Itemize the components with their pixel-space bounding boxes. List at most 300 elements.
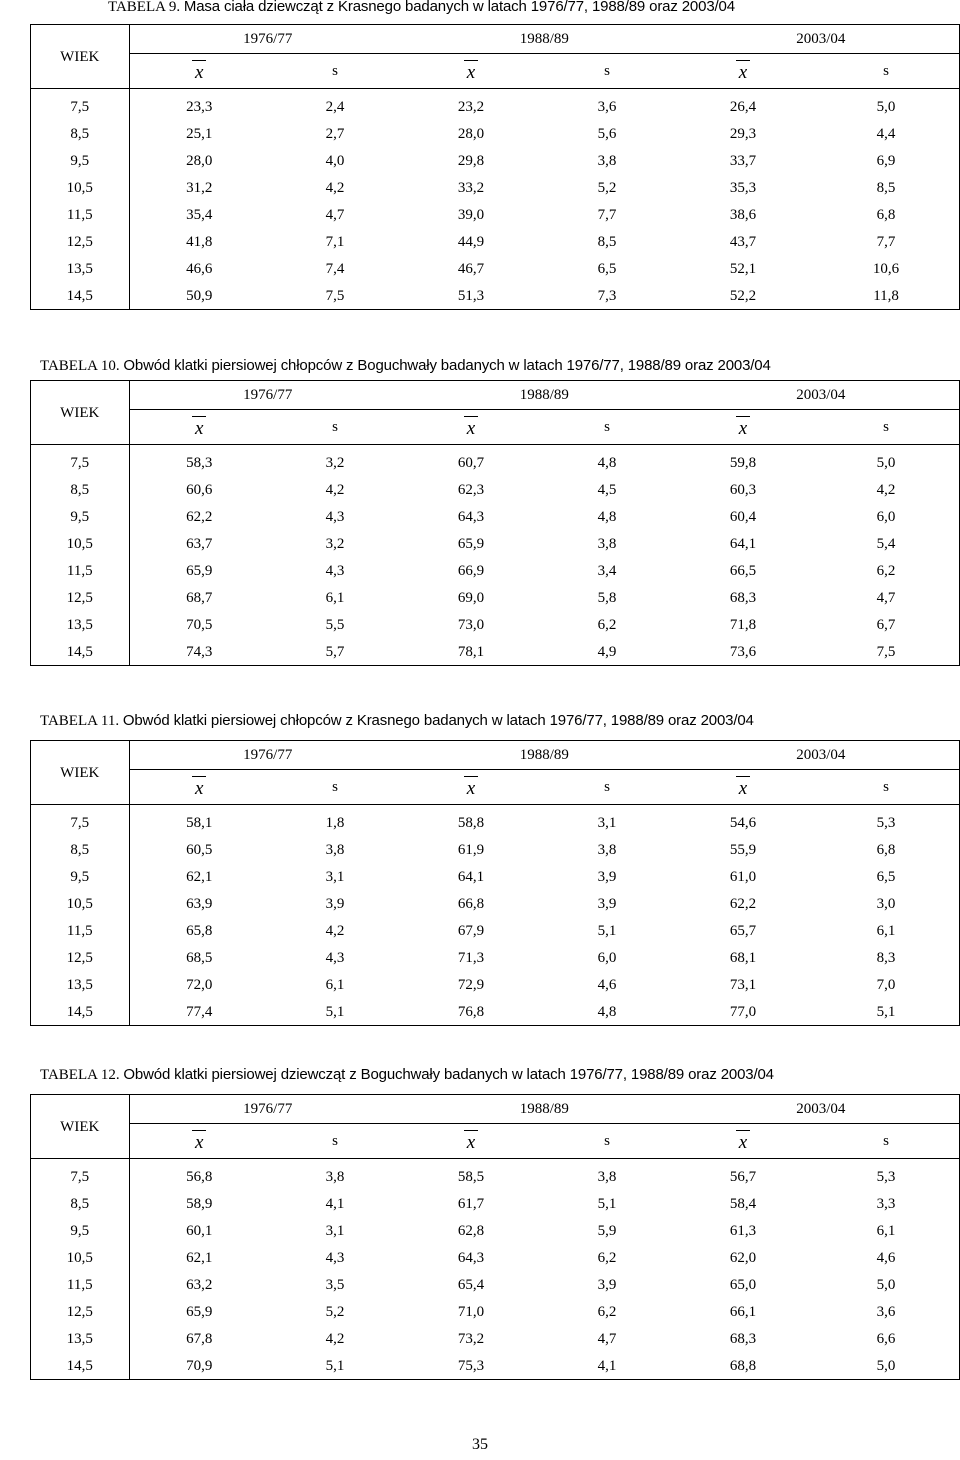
table-9 bbox=[30, 24, 960, 310]
sd-header: s bbox=[269, 54, 401, 89]
year-label: 1976/77 bbox=[243, 747, 293, 763]
table-row bbox=[31, 557, 959, 584]
mean-cell: 65,9 bbox=[186, 562, 213, 579]
sd-cell: 3,1 bbox=[325, 1222, 345, 1239]
sd-cell: 4,7 bbox=[597, 1330, 617, 1347]
mean-cell: 66,1 bbox=[729, 1303, 757, 1320]
sd-cell: 2,7 bbox=[325, 125, 345, 142]
mean-cell: 71,0 bbox=[457, 1303, 485, 1320]
mean-cell: 58,1 bbox=[186, 814, 213, 831]
sd-cell: 6,5 bbox=[597, 260, 617, 277]
age-cell: 14,5 bbox=[31, 1352, 129, 1379]
table-row bbox=[31, 863, 959, 890]
mean-cell: 73,6 bbox=[729, 643, 757, 660]
sd-header: s bbox=[269, 1124, 401, 1159]
table-row bbox=[31, 147, 959, 174]
mean-cell: 58,4 bbox=[729, 1195, 757, 1212]
table-row bbox=[31, 476, 959, 503]
mean-cell: 56,7 bbox=[729, 1168, 757, 1185]
age-header: WIEK bbox=[31, 381, 129, 445]
mean-cell: 31,2 bbox=[186, 179, 213, 196]
table-title: Obwód klatki piersiowej chłopców z Krasnego badanych w latach 1976/77, 1988/89 oraz 2003/04 bbox=[122, 712, 754, 729]
mean-cell: 64,1 bbox=[457, 868, 485, 885]
mean-symbol: x bbox=[738, 1131, 748, 1153]
mean-symbol: x bbox=[195, 777, 204, 799]
year-label: 2003/04 bbox=[796, 387, 846, 403]
sd-cell: 5,7 bbox=[325, 643, 345, 660]
sd-cell: 3,9 bbox=[597, 1276, 617, 1293]
sd-header: s bbox=[813, 54, 959, 89]
age-cell: 13,5 bbox=[31, 971, 129, 998]
table-row bbox=[31, 174, 959, 201]
mean-cell: 66,5 bbox=[729, 562, 757, 579]
sd-header: s bbox=[813, 410, 959, 445]
mean-cell: 62,0 bbox=[729, 1249, 757, 1266]
mean-cell: 62,2 bbox=[186, 508, 213, 525]
mean-cell: 73,2 bbox=[457, 1330, 485, 1347]
sd-cell: 3,9 bbox=[597, 868, 617, 885]
table-row bbox=[31, 1244, 959, 1271]
age-cell: 8,5 bbox=[31, 1190, 129, 1217]
table-row bbox=[31, 971, 959, 998]
mean-cell: 67,9 bbox=[457, 922, 485, 939]
sd-cell: 3,2 bbox=[325, 454, 345, 471]
mean-cell: 68,3 bbox=[729, 1330, 757, 1347]
table-row bbox=[31, 805, 959, 837]
mean-cell: 64,3 bbox=[457, 1249, 485, 1266]
mean-cell: 68,5 bbox=[186, 949, 213, 966]
age-cell: 11,5 bbox=[31, 557, 129, 584]
mean-symbol: x bbox=[466, 61, 476, 83]
mean-header bbox=[673, 54, 813, 89]
mean-symbol: x bbox=[466, 1131, 476, 1153]
sd-cell: 5,1 bbox=[597, 1195, 617, 1212]
table-row bbox=[31, 503, 959, 530]
sd-cell: 4,7 bbox=[876, 589, 896, 606]
table-title: Obwód klatki piersiowej chłopców z Boguchwały badanych w latach 1976/77, 1988/89 oraz 2003/04 bbox=[123, 357, 771, 374]
age-cell: 8,5 bbox=[31, 836, 129, 863]
sd-cell: 8,5 bbox=[876, 179, 896, 196]
mean-cell: 71,3 bbox=[457, 949, 485, 966]
mean-cell: 25,1 bbox=[186, 125, 213, 142]
mean-cell: 69,0 bbox=[457, 589, 485, 606]
sd-cell: 6,2 bbox=[597, 616, 617, 633]
data-table bbox=[31, 381, 959, 665]
mean-symbol: x bbox=[195, 61, 204, 83]
mean-symbol: x bbox=[738, 61, 748, 83]
sd-cell: 3,0 bbox=[876, 895, 896, 912]
mean-cell: 77,4 bbox=[186, 1003, 213, 1020]
mean-cell: 76,8 bbox=[457, 1003, 485, 1020]
table-row bbox=[31, 890, 959, 917]
mean-cell: 44,9 bbox=[457, 233, 485, 250]
age-cell: 9,5 bbox=[31, 147, 129, 174]
mean-cell: 55,9 bbox=[729, 841, 757, 858]
sd-cell: 3,1 bbox=[597, 814, 617, 831]
mean-cell: 50,9 bbox=[186, 287, 213, 304]
mean-header bbox=[401, 410, 541, 445]
sd-cell: 6,1 bbox=[325, 589, 345, 606]
year-label: 1988/89 bbox=[519, 1101, 569, 1117]
sd-header: s bbox=[541, 770, 673, 805]
table-row bbox=[31, 611, 959, 638]
sd-cell: 7,1 bbox=[325, 233, 345, 250]
sd-cell: 4,8 bbox=[597, 1003, 617, 1020]
sd-cell: 3,8 bbox=[325, 1168, 345, 1185]
age-cell: 7,5 bbox=[31, 89, 129, 121]
age-cell: 11,5 bbox=[31, 917, 129, 944]
sd-cell: 4,8 bbox=[597, 508, 617, 525]
sd-cell: 6,1 bbox=[325, 976, 345, 993]
sd-cell: 4,3 bbox=[325, 508, 345, 525]
sd-cell: 5,1 bbox=[597, 922, 617, 939]
mean-cell: 60,1 bbox=[186, 1222, 213, 1239]
table-title: Masa ciała dziewcząt z Krasnego badanych w latach 1976/77, 1988/89 oraz 2003/04 bbox=[183, 0, 735, 15]
sd-cell: 3,8 bbox=[597, 841, 617, 858]
age-cell: 9,5 bbox=[31, 1217, 129, 1244]
mean-header bbox=[129, 1124, 269, 1159]
year-label: 1988/89 bbox=[519, 747, 569, 763]
mean-cell: 46,7 bbox=[457, 260, 485, 277]
age-cell: 12,5 bbox=[31, 1298, 129, 1325]
sd-header: s bbox=[813, 1124, 959, 1159]
mean-cell: 67,8 bbox=[186, 1330, 213, 1347]
sd-cell: 6,0 bbox=[876, 508, 896, 525]
age-cell: 13,5 bbox=[31, 255, 129, 282]
mean-cell: 77,0 bbox=[729, 1003, 757, 1020]
sd-cell: 3,3 bbox=[876, 1195, 896, 1212]
sd-cell: 6,7 bbox=[876, 616, 896, 633]
mean-cell: 66,8 bbox=[457, 895, 485, 912]
table-row bbox=[31, 282, 959, 309]
mean-cell: 60,7 bbox=[457, 454, 485, 471]
mean-cell: 71,8 bbox=[729, 616, 757, 633]
sd-cell: 6,2 bbox=[597, 1303, 617, 1320]
mean-cell: 63,7 bbox=[186, 535, 213, 552]
age-cell: 14,5 bbox=[31, 638, 129, 665]
mean-cell: 70,9 bbox=[186, 1357, 213, 1374]
sd-cell: 5,8 bbox=[597, 589, 617, 606]
mean-cell: 39,0 bbox=[457, 206, 485, 223]
sd-cell: 4,0 bbox=[325, 152, 345, 169]
sd-cell: 3,5 bbox=[325, 1276, 345, 1293]
sd-cell: 5,3 bbox=[876, 1168, 896, 1185]
sd-cell: 2,4 bbox=[325, 98, 345, 115]
sd-cell: 3,6 bbox=[876, 1303, 896, 1320]
mean-cell: 65,7 bbox=[729, 922, 757, 939]
mean-header bbox=[129, 770, 269, 805]
mean-cell: 43,7 bbox=[729, 233, 757, 250]
sd-cell: 5,0 bbox=[876, 1276, 896, 1293]
sd-cell: 4,6 bbox=[876, 1249, 896, 1266]
table-row bbox=[31, 1352, 959, 1379]
mean-cell: 63,9 bbox=[186, 895, 213, 912]
sd-cell: 4,2 bbox=[325, 481, 345, 498]
sd-cell: 5,2 bbox=[325, 1303, 345, 1320]
sd-cell: 7,3 bbox=[597, 287, 617, 304]
sd-cell: 4,7 bbox=[325, 206, 345, 223]
sd-cell: 5,4 bbox=[876, 535, 896, 552]
sd-header: s bbox=[269, 410, 401, 445]
mean-cell: 54,6 bbox=[729, 814, 757, 831]
age-cell: 7,5 bbox=[31, 1159, 129, 1191]
sd-cell: 5,1 bbox=[325, 1003, 345, 1020]
mean-cell: 26,4 bbox=[729, 98, 757, 115]
sd-cell: 4,2 bbox=[325, 922, 345, 939]
mean-cell: 70,5 bbox=[186, 616, 213, 633]
mean-cell: 52,2 bbox=[729, 287, 757, 304]
sd-cell: 3,8 bbox=[597, 535, 617, 552]
age-cell: 9,5 bbox=[31, 863, 129, 890]
mean-cell: 60,3 bbox=[729, 481, 757, 498]
mean-cell: 75,3 bbox=[457, 1357, 485, 1374]
table-10 bbox=[30, 380, 960, 666]
table-row bbox=[31, 944, 959, 971]
mean-cell: 35,4 bbox=[186, 206, 213, 223]
year-label: 2003/04 bbox=[796, 1101, 846, 1117]
table-title: Obwód klatki piersiowej dziewcząt z Boguchwały badanych w latach 1976/77, 1988/89 oraz 2003/04 bbox=[123, 1066, 774, 1083]
table-row bbox=[31, 1190, 959, 1217]
table-row bbox=[31, 1298, 959, 1325]
sd-cell: 3,4 bbox=[597, 562, 617, 579]
sd-cell: 4,3 bbox=[325, 1249, 345, 1266]
sd-cell: 4,2 bbox=[325, 179, 345, 196]
sd-header: s bbox=[813, 770, 959, 805]
sd-cell: 8,5 bbox=[597, 233, 617, 250]
table-row bbox=[31, 917, 959, 944]
mean-cell: 65,9 bbox=[186, 1303, 213, 1320]
sd-cell: 7,0 bbox=[876, 976, 896, 993]
mean-cell: 78,1 bbox=[457, 643, 485, 660]
mean-cell: 73,1 bbox=[729, 976, 757, 993]
mean-cell: 58,9 bbox=[186, 1195, 213, 1212]
mean-cell: 62,2 bbox=[729, 895, 757, 912]
table-11-caption bbox=[40, 712, 754, 730]
mean-cell: 51,3 bbox=[457, 287, 485, 304]
mean-cell: 46,6 bbox=[186, 260, 213, 277]
sd-cell: 3,9 bbox=[325, 895, 345, 912]
table-9-caption bbox=[108, 0, 735, 16]
sd-cell: 3,1 bbox=[325, 868, 345, 885]
mean-cell: 28,0 bbox=[457, 125, 485, 142]
mean-cell: 33,2 bbox=[457, 179, 485, 196]
sd-header: s bbox=[541, 1124, 673, 1159]
year-label: 1988/89 bbox=[519, 31, 569, 47]
age-cell: 13,5 bbox=[31, 1325, 129, 1352]
mean-cell: 66,9 bbox=[457, 562, 485, 579]
mean-symbol: x bbox=[195, 1131, 204, 1153]
table-row bbox=[31, 530, 959, 557]
sd-cell: 7,5 bbox=[325, 287, 345, 304]
table-row bbox=[31, 89, 959, 121]
mean-cell: 60,5 bbox=[186, 841, 213, 858]
mean-cell: 58,8 bbox=[457, 814, 485, 831]
years-header bbox=[129, 381, 959, 410]
mean-cell: 74,3 bbox=[186, 643, 213, 660]
sd-cell: 4,4 bbox=[876, 125, 896, 142]
table-row bbox=[31, 201, 959, 228]
year-label: 1976/77 bbox=[243, 1101, 293, 1117]
sd-cell: 3,6 bbox=[597, 98, 617, 115]
mean-cell: 60,6 bbox=[186, 481, 213, 498]
mean-cell: 23,2 bbox=[457, 98, 485, 115]
table-label: TABELA 9. bbox=[108, 0, 181, 15]
sd-cell: 7,7 bbox=[876, 233, 896, 250]
sd-cell: 3,8 bbox=[597, 1168, 617, 1185]
table-10-caption bbox=[40, 357, 771, 375]
age-cell: 7,5 bbox=[31, 445, 129, 477]
sd-cell: 3,8 bbox=[597, 152, 617, 169]
table-row bbox=[31, 1325, 959, 1352]
mean-cell: 63,2 bbox=[186, 1276, 213, 1293]
age-cell: 10,5 bbox=[31, 890, 129, 917]
mean-cell: 23,3 bbox=[186, 98, 213, 115]
mean-cell: 29,3 bbox=[729, 125, 757, 142]
mean-symbol: x bbox=[466, 417, 476, 439]
mean-cell: 62,8 bbox=[457, 1222, 485, 1239]
age-cell: 9,5 bbox=[31, 503, 129, 530]
age-header: WIEK bbox=[31, 1095, 129, 1159]
age-cell: 10,5 bbox=[31, 1244, 129, 1271]
mean-cell: 61,9 bbox=[457, 841, 485, 858]
mean-cell: 68,8 bbox=[729, 1357, 757, 1374]
mean-cell: 65,0 bbox=[729, 1276, 757, 1293]
year-label: 2003/04 bbox=[796, 747, 846, 763]
table-label: TABELA 11. bbox=[40, 713, 120, 729]
table-row bbox=[31, 1159, 959, 1191]
mean-cell: 62,1 bbox=[186, 1249, 213, 1266]
mean-symbol: x bbox=[738, 417, 748, 439]
mean-cell: 72,9 bbox=[457, 976, 485, 993]
mean-cell: 56,8 bbox=[186, 1168, 213, 1185]
mean-cell: 65,9 bbox=[457, 535, 485, 552]
sd-cell: 7,4 bbox=[325, 260, 345, 277]
sd-cell: 6,5 bbox=[876, 868, 896, 885]
data-table bbox=[31, 741, 959, 1025]
mean-cell: 60,4 bbox=[729, 508, 757, 525]
mean-cell: 62,3 bbox=[457, 481, 485, 498]
age-cell: 10,5 bbox=[31, 174, 129, 201]
sd-cell: 3,9 bbox=[597, 895, 617, 912]
mean-header bbox=[401, 770, 541, 805]
mean-cell: 68,1 bbox=[729, 949, 757, 966]
sd-cell: 4,6 bbox=[597, 976, 617, 993]
year-label: 1976/77 bbox=[243, 387, 293, 403]
data-table bbox=[31, 25, 959, 309]
mean-cell: 68,3 bbox=[729, 589, 757, 606]
mean-cell: 35,3 bbox=[729, 179, 757, 196]
sd-cell: 4,3 bbox=[325, 949, 345, 966]
mean-cell: 59,8 bbox=[729, 454, 757, 471]
sd-cell: 3,8 bbox=[325, 841, 345, 858]
mean-cell: 64,1 bbox=[729, 535, 757, 552]
sd-cell: 10,6 bbox=[872, 260, 900, 277]
sd-cell: 11,8 bbox=[873, 287, 899, 304]
mean-cell: 58,5 bbox=[457, 1168, 485, 1185]
sd-cell: 3,2 bbox=[325, 535, 345, 552]
table-row bbox=[31, 445, 959, 477]
sd-header: s bbox=[269, 770, 401, 805]
mean-symbol: x bbox=[738, 777, 748, 799]
age-cell: 8,5 bbox=[31, 476, 129, 503]
sd-cell: 7,5 bbox=[876, 643, 896, 660]
age-cell: 7,5 bbox=[31, 805, 129, 837]
table-row bbox=[31, 120, 959, 147]
page-number: 35 bbox=[472, 1436, 488, 1453]
mean-header bbox=[673, 1124, 813, 1159]
table-label: TABELA 12. bbox=[40, 1067, 120, 1083]
mean-cell: 61,0 bbox=[729, 868, 757, 885]
sd-cell: 5,0 bbox=[876, 98, 896, 115]
mean-header bbox=[129, 410, 269, 445]
sd-cell: 5,1 bbox=[876, 1003, 896, 1020]
sd-cell: 5,0 bbox=[876, 454, 896, 471]
mean-cell: 58,3 bbox=[186, 454, 213, 471]
year-label: 2003/04 bbox=[796, 31, 846, 47]
sd-cell: 6,8 bbox=[876, 841, 896, 858]
table-row bbox=[31, 1217, 959, 1244]
mean-cell: 65,8 bbox=[186, 922, 213, 939]
sd-cell: 6,6 bbox=[876, 1330, 896, 1347]
sd-cell: 4,9 bbox=[597, 643, 617, 660]
table-row bbox=[31, 255, 959, 282]
table-label: TABELA 10. bbox=[40, 358, 120, 374]
sd-cell: 5,0 bbox=[876, 1357, 896, 1374]
sd-cell: 6,2 bbox=[876, 562, 896, 579]
mean-cell: 52,1 bbox=[729, 260, 757, 277]
sd-header: s bbox=[541, 54, 673, 89]
sd-cell: 5,3 bbox=[876, 814, 896, 831]
mean-header bbox=[673, 410, 813, 445]
years-header bbox=[129, 25, 959, 54]
sd-cell: 5,9 bbox=[597, 1222, 617, 1239]
years-header bbox=[129, 1095, 959, 1124]
mean-cell: 64,3 bbox=[457, 508, 485, 525]
age-cell: 8,5 bbox=[31, 120, 129, 147]
sd-cell: 6,9 bbox=[876, 152, 896, 169]
sd-cell: 4,2 bbox=[325, 1330, 345, 1347]
table-row bbox=[31, 584, 959, 611]
sd-cell: 6,8 bbox=[876, 206, 896, 223]
sd-cell: 4,1 bbox=[597, 1357, 617, 1374]
sd-cell: 5,2 bbox=[597, 179, 617, 196]
mean-header bbox=[401, 1124, 541, 1159]
sd-cell: 6,0 bbox=[597, 949, 617, 966]
age-cell: 12,5 bbox=[31, 228, 129, 255]
sd-cell: 5,5 bbox=[325, 616, 345, 633]
age-cell: 13,5 bbox=[31, 611, 129, 638]
mean-cell: 38,6 bbox=[729, 206, 757, 223]
mean-header bbox=[401, 54, 541, 89]
sd-cell: 7,7 bbox=[597, 206, 617, 223]
age-cell: 10,5 bbox=[31, 530, 129, 557]
mean-cell: 61,7 bbox=[457, 1195, 485, 1212]
mean-cell: 33,7 bbox=[729, 152, 757, 169]
table-row bbox=[31, 1271, 959, 1298]
age-header: WIEK bbox=[31, 741, 129, 805]
sd-cell: 4,2 bbox=[876, 481, 896, 498]
sd-cell: 4,8 bbox=[597, 454, 617, 471]
sd-cell: 6,2 bbox=[597, 1249, 617, 1266]
years-header bbox=[129, 741, 959, 770]
sd-header: s bbox=[541, 410, 673, 445]
mean-cell: 62,1 bbox=[186, 868, 213, 885]
mean-cell: 68,7 bbox=[186, 589, 213, 606]
age-cell: 12,5 bbox=[31, 944, 129, 971]
sd-cell: 4,1 bbox=[325, 1195, 345, 1212]
table-row bbox=[31, 228, 959, 255]
age-cell: 14,5 bbox=[31, 998, 129, 1025]
